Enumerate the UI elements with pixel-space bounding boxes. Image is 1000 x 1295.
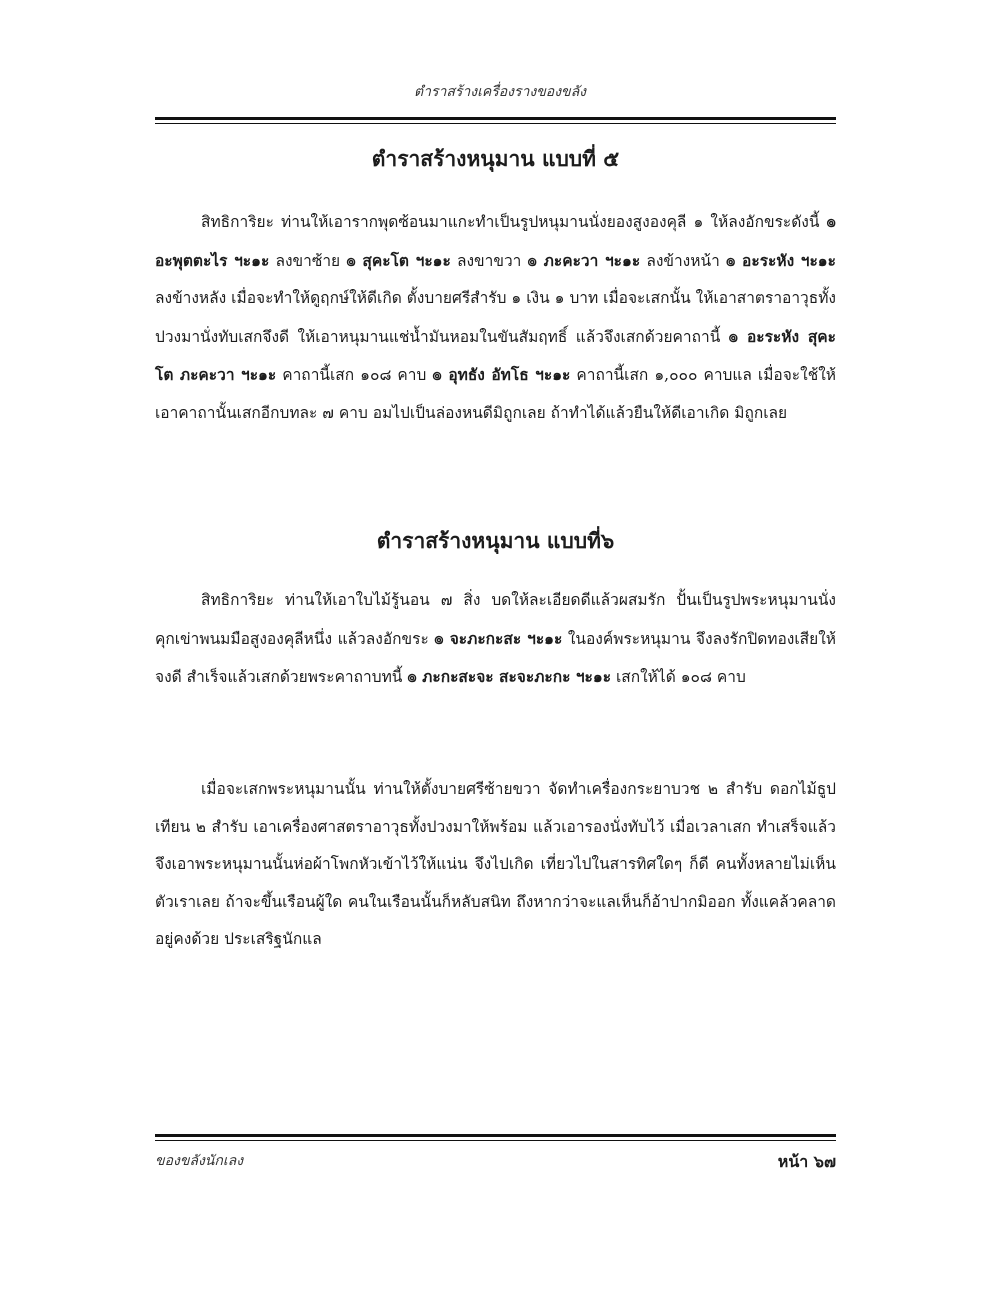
footer-signature: ของขลังนักเลง [155,1153,244,1169]
section-heading-5: ตำราสร้างหนุมาน แบบที่ ๕ [371,147,620,171]
body-text: ในองค์พระหนุมาน จึงลงรักปิดทองเสียให้จงดี สำเร็จแล้วเสกด้วยพระคาถาบทนี้ [155,629,836,686]
body-text: สิทธิการิยะ ท่านให้เอาใบไม้รู้นอน ๗ สิ่ง บดให้ละเอียดดีแล้วผสมรัก ปั้นเป็นรูปพระหนุมานนั่งคุกเข่าพนมมือสูงองคุลีหนึ่ง แล้วลงอักขระ [155,591,836,648]
incantation-text: ๏ ภะกะสะจะ สะจะภะกะ ฯะ๑ะ [407,667,612,686]
section-6-paragraph-2: เมื่อจะเสกพระหนุมานนั้น ท่านให้ตั้งบายศรีซ้ายขวา จัดทำเครื่องกระยาบวช ๒ สำรับ ดอกไม้ธูปเทียน ๒ สำรับ เอาเครื่องศาสตราอาวุธทั้งปวงมาให้พร้อม แล้วเอารองนั่งทับไว้ เมื่อเวลาเสก ทำเสร็จแล้วจึงเอาพระหนุมานนั้นห่อผ้าโพกหัวเข้าไว้ให้แน่น จึงไปเกิด เที่ยวไปในสารทิศใดๆ ก็ดี คนทั้งหลายไม่เห็นตัวเราเลย ถ้าจะขึ้นเรือนผู้ใด คนในเรือนนั้นก็หลับสนิท ถึงหากว่าจะแลเห็นก็อ้าปากมิออก ทั้งแคล้วคลาดอยู่คงด้วย ประเสริฐนักแล [155,780,836,948]
incantation-text: ๏ อะพุตตะไร ฯะ๑ะ [155,212,836,270]
incantation-text: ๏ ภะคะวา ฯะ๑ะ [527,250,641,270]
body-text: ลงข้างหลัง เมื่อจะทำให้ดูฤกษ์ให้ดีเกิด ตั้งบายศรีสำรับ ๑ เงิน ๑ บาท เมื่อจะเสกนั้น ให้เอาสาตราอาวุธทั้งปวงมานั่งทับเสกจึงดี ให้เอาหนุมานแช่น้ำมันหอมในขันสัมฤทธิ์ แล้วจึงเสกด้วยคาถานี้ [155,289,836,346]
header-rule-thin [155,123,836,124]
header-rule [155,117,836,120]
incantation-text: ๏ สุคะโต ฯะ๑ะ [346,250,451,270]
footer-rule-thin [155,1140,836,1141]
page-number: หน้า ๖๗ [777,1152,836,1171]
incantation-text: ๏ อุทธัง อัทโธ ฯะ๑ะ [432,365,571,384]
section-heading-6: ตำราสร้างหนุมาน แบบที่๖ [376,529,615,553]
section-5-paragraph [155,203,836,432]
body-text: เสกให้ได้ ๑๐๘ คาบ [611,668,746,686]
body-text: คาถานี้เสก ๑๐๘ คาบ [276,366,433,384]
footer-rule [155,1134,836,1137]
body-text: ลงขาซ้าย [269,251,347,270]
body-text: สิทธิการิยะ ท่านให้เอารากพุดซ้อนมาแกะทำเป็นรูปหนุมานนั่งยองสูงองคุลี ๑ ให้ลงอักขระดังนี้ [201,213,827,231]
incantation-text: ๏ อะระหัง ฯะ๑ะ [725,250,836,270]
body-text: ลงข้างหน้า [640,251,726,270]
body-text: คาถานี้เสก ๑,๐๐๐ คาบแล เมื่อจะใช้ให้เอาคาถานั้นเสกอีกบทละ ๗ คาบ อมไปเป็นล่องหนดีมิถูกเลย ถ้าทำได้แล้วยืนให้ดีเอาเกิด มิถูกเลย [155,366,837,422]
section-6-paragraph-1 [155,582,836,697]
incantation-text: ๏ จะภะกะสะ ฯะ๑ะ [434,628,563,648]
running-header: ตำราสร้างเครื่องรางของขลัง [413,84,587,100]
body-text: ลงขาขวา [450,251,528,270]
incantation-text: ๏ อะระหัง สุคะโต ภะคะวา ฯะ๑ะ [155,326,837,384]
